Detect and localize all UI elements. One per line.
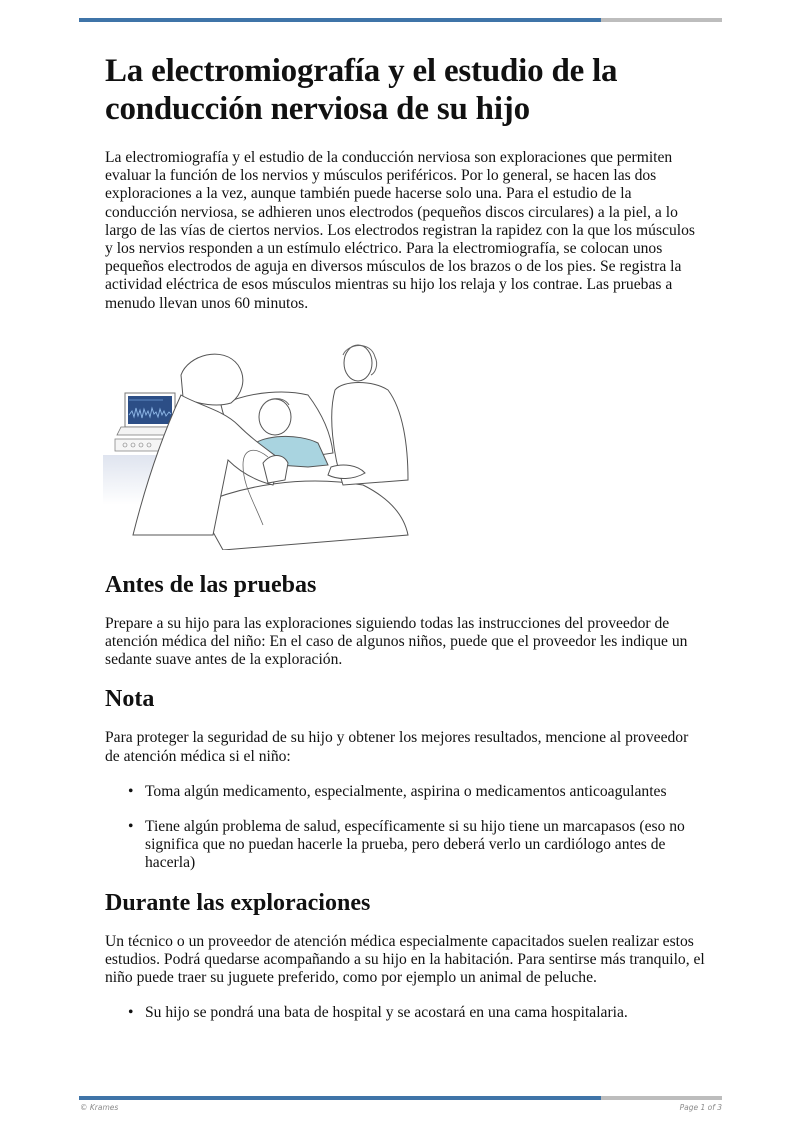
- durante-bullet-list: [105, 1004, 705, 1022]
- bullet-icon: •: [128, 1004, 134, 1022]
- bullet-icon: •: [128, 782, 134, 800]
- list-item-text: Su hijo se pondrá una bata de hospital y se acostará en una cama hospitalaria.: [145, 1004, 628, 1022]
- section-paragraph-durante: Un técnico o un proveedor de atención médica especialmente capacitados suelen realizar estos estudios. Podrá quedarse acompañando a su hijo en la habitación. Para sentirse más tranquilo, el niño puede traer su juguete preferido, como por ejemplo un animal de peluche.: [105, 932, 705, 987]
- technician-hair: [181, 354, 243, 405]
- technician-hand: [263, 455, 288, 483]
- footer-rule: [79, 1096, 722, 1100]
- section-heading-nota: Nota: [105, 686, 155, 713]
- nota-bullet-list: [105, 783, 705, 873]
- section-heading-durante: Durante las exploraciones: [105, 889, 371, 916]
- section-paragraph-antes: Prepare a su hijo para las exploraciones siguiendo todas las instrucciones del proveedor de atención médica del niño: En el caso de algunos niños, puede que el proveedor les indique un sedante suave antes de la exploración.: [105, 614, 688, 669]
- list-item: [105, 783, 705, 801]
- emg-illustration: [103, 335, 413, 550]
- list-item-text: Toma algún medicamento, especialmente, aspirina o medicamentos anticoagulantes: [145, 782, 667, 800]
- header-rule-remainder: [601, 18, 722, 22]
- intro-paragraph: La electromiografía y el estudio de la conducción nerviosa son exploraciones que permiten evaluar la función de los nervios y músculos periféricos. Por lo general, se hacen las dos exploraciones a la vez, aunque también puede hacerse solo una. Para el estudio de la conducción nerviosa, se adhieren unos electrodos (pequeños discos circulares) a la piel, a lo largo de las vías de ciertos nervios. Los electrodos registran la rapidez con la que los músculos y los nervios responden a un estímulo eléctrico. Para la electromiografía, se colocan unos pequeños electrodos de aguja en diversos músculos de los brazos o de los pies. Se registra la actividad eléctrica de esos músculos mientras su hijo los relaja y los contrae. Las pruebas a menudo llevan unos 60 minutos.: [105, 149, 695, 312]
- document-body: [105, 52, 705, 1022]
- footer-rule-remainder: [601, 1096, 722, 1100]
- parent-figure: [328, 345, 408, 485]
- page-indicator: Page 1 of 3: [679, 1103, 722, 1112]
- list-item: [105, 818, 705, 873]
- bullet-icon: •: [128, 818, 134, 836]
- list-item: [105, 1004, 705, 1022]
- footer-rule-accent: [79, 1096, 601, 1100]
- header-rule-accent: [79, 18, 601, 22]
- section-heading-antes: Antes de las pruebas: [105, 571, 317, 598]
- list-item-text: Tiene algún problema de salud, específicamente si su hijo tiene un marcapasos (eso no significa que no puedan hacerle la prueba, pero deberá verlo un cardiólogo antes de hacerla): [145, 818, 685, 872]
- page-title: La electromiografía y el estudio de la conducción nerviosa de su hijo: [105, 53, 618, 127]
- header-rule: [79, 18, 722, 22]
- copyright-text: © Krames: [80, 1103, 119, 1112]
- bed-sheet: [198, 481, 408, 550]
- section-paragraph-nota: Para proteger la seguridad de su hijo y obtener los mejores resultados, mencione al proveedor de atención médica si el niño:: [105, 729, 689, 765]
